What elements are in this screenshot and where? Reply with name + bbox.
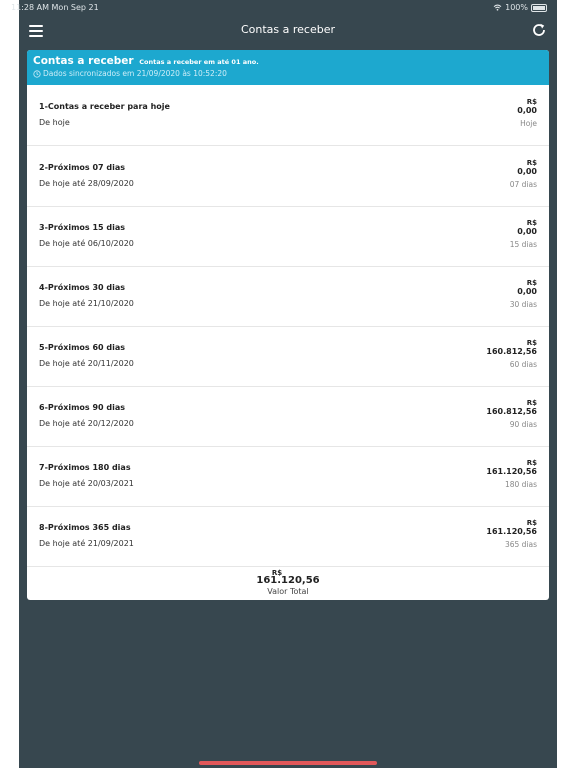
total-currency: R$ <box>271 569 283 577</box>
list-item[interactable] <box>27 326 549 387</box>
row-title: 1-Contas a receber para hoje <box>39 102 170 111</box>
total-amount: 161.120,56 <box>256 575 320 586</box>
battery-percent: 100% <box>505 3 528 12</box>
row-title: 3-Próximos 15 dias <box>39 223 126 232</box>
row-amount: 0,00 <box>517 227 537 236</box>
row-currency: R$ <box>526 159 537 167</box>
status-bar <box>11 0 557 14</box>
row-date-range: De hoje <box>39 118 70 127</box>
battery-icon <box>531 4 547 12</box>
row-currency: R$ <box>526 219 537 227</box>
home-indicator <box>199 761 377 765</box>
row-currency: R$ <box>526 459 537 467</box>
header-title: Contas a receber <box>33 55 134 67</box>
row-date-range: De hoje até 20/12/2020 <box>39 419 134 428</box>
row-title: 5-Próximos 60 dias <box>39 343 126 352</box>
row-date-range: De hoje até 21/09/2021 <box>39 539 134 548</box>
card-header <box>27 50 549 85</box>
row-amount: 0,00 <box>517 287 537 296</box>
row-amount: 160.812,56 <box>486 407 537 416</box>
refresh-icon[interactable] <box>531 22 547 38</box>
row-period: 60 dias <box>509 360 537 369</box>
row-period: 30 dias <box>509 300 537 309</box>
list-item[interactable] <box>27 146 549 207</box>
row-amount: 161.120,56 <box>486 527 537 536</box>
row-currency: R$ <box>526 399 537 407</box>
status-time-date: 11:28 AM Mon Sep 21 <box>11 3 99 12</box>
list-item[interactable] <box>27 506 549 567</box>
navigation-bar <box>19 14 557 48</box>
row-amount: 160.812,56 <box>486 347 537 356</box>
total-summary <box>27 567 549 600</box>
page-title: Contas a receber <box>240 23 336 36</box>
sync-info <box>33 69 227 78</box>
row-title: 7-Próximos 180 dias <box>39 463 131 472</box>
list-item[interactable] <box>27 85 549 146</box>
row-period: Hoje <box>520 119 537 128</box>
row-title: 6-Próximos 90 dias <box>39 403 126 412</box>
receivables-card <box>27 50 549 600</box>
row-amount: 0,00 <box>517 106 537 115</box>
row-date-range: De hoje até 28/09/2020 <box>39 179 134 188</box>
list-item[interactable] <box>27 386 549 447</box>
wifi-icon <box>493 4 502 11</box>
row-currency: R$ <box>526 279 537 287</box>
row-date-range: De hoje até 06/10/2020 <box>39 239 134 248</box>
row-period: 07 dias <box>509 180 537 189</box>
row-date-range: De hoje até 21/10/2020 <box>39 299 134 308</box>
row-amount: 0,00 <box>517 167 537 176</box>
row-currency: R$ <box>526 98 537 106</box>
row-period: 365 dias <box>504 540 537 549</box>
row-period: 15 dias <box>509 240 537 249</box>
row-currency: R$ <box>526 339 537 347</box>
row-date-range: De hoje até 20/03/2021 <box>39 479 134 488</box>
sync-text: Dados sincronizados em 21/09/2020 às 10:52:20 <box>43 69 227 78</box>
row-period: 90 dias <box>509 420 537 429</box>
row-currency: R$ <box>526 519 537 527</box>
row-title: 8-Próximos 365 dias <box>39 523 131 532</box>
clock-icon <box>33 70 41 78</box>
header-subtitle: Contas a receber em até 01 ano. <box>139 58 259 66</box>
list-item[interactable] <box>27 206 549 267</box>
total-label: Valor Total <box>267 587 309 596</box>
app-screen <box>11 0 557 768</box>
row-period: 180 dias <box>504 480 537 489</box>
status-right <box>493 3 547 12</box>
row-date-range: De hoje até 20/11/2020 <box>39 359 134 368</box>
row-title: 4-Próximos 30 dias <box>39 283 126 292</box>
row-title: 2-Próximos 07 dias <box>39 163 126 172</box>
list-item[interactable] <box>27 446 549 507</box>
card-header-title <box>33 55 259 67</box>
row-amount: 161.120,56 <box>486 467 537 476</box>
list-item[interactable] <box>27 266 549 327</box>
